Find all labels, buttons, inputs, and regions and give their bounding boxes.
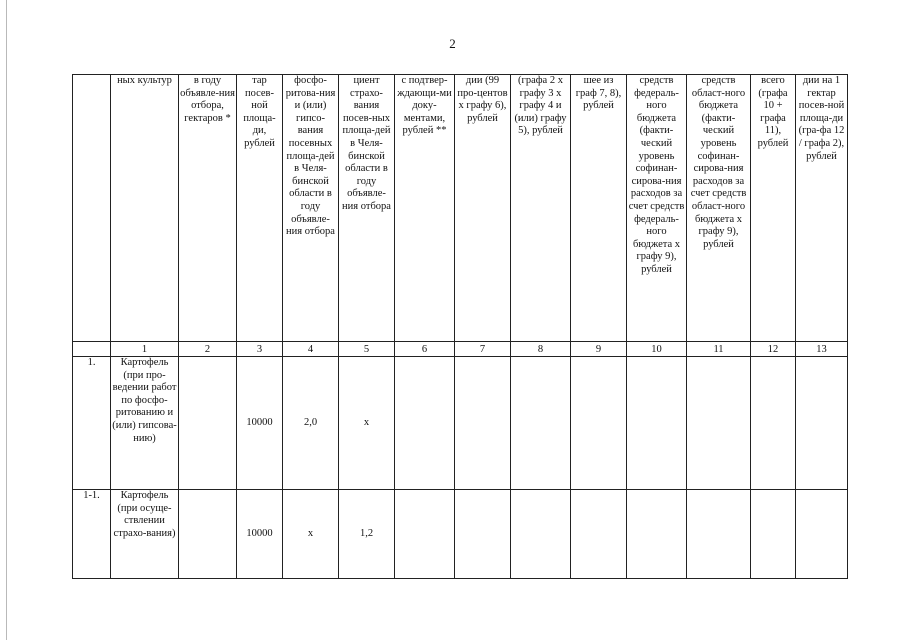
column-number-cell: 7 <box>455 342 511 357</box>
column-number-row <box>73 342 848 357</box>
column-number-cell: 6 <box>395 342 455 357</box>
column-number-cell: 11 <box>687 342 751 357</box>
data-cell <box>511 490 571 579</box>
data-cell <box>455 490 511 579</box>
page-number: 2 <box>449 36 456 51</box>
data-cell: 2,0 <box>283 357 339 490</box>
data-cell: 10000 <box>237 490 283 579</box>
header-row <box>73 75 848 342</box>
crop-name: Картофель (при осуще-ствлении страхо-вания) <box>111 490 179 579</box>
header-cell-no <box>73 75 111 342</box>
header-cell-11: средств област-ного бюджета (факти-ческий уровень софинан-сирова-ния расходов за счет средств област-ного бюджета х графу 9), рублей <box>687 75 751 342</box>
column-number-cell <box>73 342 111 357</box>
data-cell: 1,2 <box>339 490 395 579</box>
column-number-cell: 1 <box>111 342 179 357</box>
data-cell <box>796 490 848 579</box>
column-number-cell: 3 <box>237 342 283 357</box>
header-cell-6: с подтвер-ждающи-ми доку-ментами, рублей ** <box>395 75 455 342</box>
data-cell: 10000 <box>237 357 283 490</box>
data-cell <box>627 490 687 579</box>
column-number-cell: 2 <box>179 342 237 357</box>
header-cell-10: средств федераль-ного бюджета (факти-ческий уровень софинан-сирова-ния расходов за счет средств федераль-ного бюджета х графу 9), рублей <box>627 75 687 342</box>
data-cell <box>687 490 751 579</box>
data-cell <box>796 357 848 490</box>
data-cell <box>751 357 796 490</box>
crop-name: Картофель (при про-ведении работ по фосфо-ритованию и (или) гипсова-нию) <box>111 357 179 490</box>
header-cell-5: циент страхо-вания посев-ных площа-дей в Челя-бинской области в году объявле-ния отбора <box>339 75 395 342</box>
scan-edge-line <box>6 0 7 640</box>
column-number-cell: 9 <box>571 342 627 357</box>
data-cell <box>395 490 455 579</box>
column-number-cell: 4 <box>283 342 339 357</box>
subsidy-table <box>72 74 848 579</box>
header-cell-13: дии на 1 гектар посев-ной площа-ди (гра-фа 12 / графа 2), рублей <box>796 75 848 342</box>
header-cell-4: фосфо-ритова-ния и (или) гипсо-вания посевных площа-дей в Челя-бинской области в году объявле-ния отбора <box>283 75 339 342</box>
row-number: 1. <box>73 357 111 490</box>
column-number-cell: 13 <box>796 342 848 357</box>
data-cell <box>627 357 687 490</box>
data-cell <box>511 357 571 490</box>
column-number-cell: 10 <box>627 342 687 357</box>
data-cell <box>571 357 627 490</box>
table-row <box>73 357 848 490</box>
table-row <box>73 490 848 579</box>
header-cell-3: тар посев-ной площа-ди, рублей <box>237 75 283 342</box>
header-cell-8: (графа 2 х графу 3 х графу 4 и (или) графу 5), рублей <box>511 75 571 342</box>
header-cell-9: шее из граф 7, 8), рублей <box>571 75 627 342</box>
row-number: 1-1. <box>73 490 111 579</box>
column-number-cell: 12 <box>751 342 796 357</box>
column-number-cell: 8 <box>511 342 571 357</box>
data-cell <box>571 490 627 579</box>
data-cell <box>179 490 237 579</box>
data-cell <box>455 357 511 490</box>
header-cell-crop: ных культур <box>111 75 179 342</box>
column-number-cell: 5 <box>339 342 395 357</box>
data-cell: х <box>283 490 339 579</box>
header-cell-12: всего (графа 10 + графа 11), рублей <box>751 75 796 342</box>
data-cell <box>395 357 455 490</box>
header-cell-7: дии (99 про-центов х графу 6), рублей <box>455 75 511 342</box>
data-cell <box>751 490 796 579</box>
data-cell: х <box>339 357 395 490</box>
header-cell-2: в году объявле-ния отбора, гектаров * <box>179 75 237 342</box>
data-cell <box>179 357 237 490</box>
data-cell <box>687 357 751 490</box>
